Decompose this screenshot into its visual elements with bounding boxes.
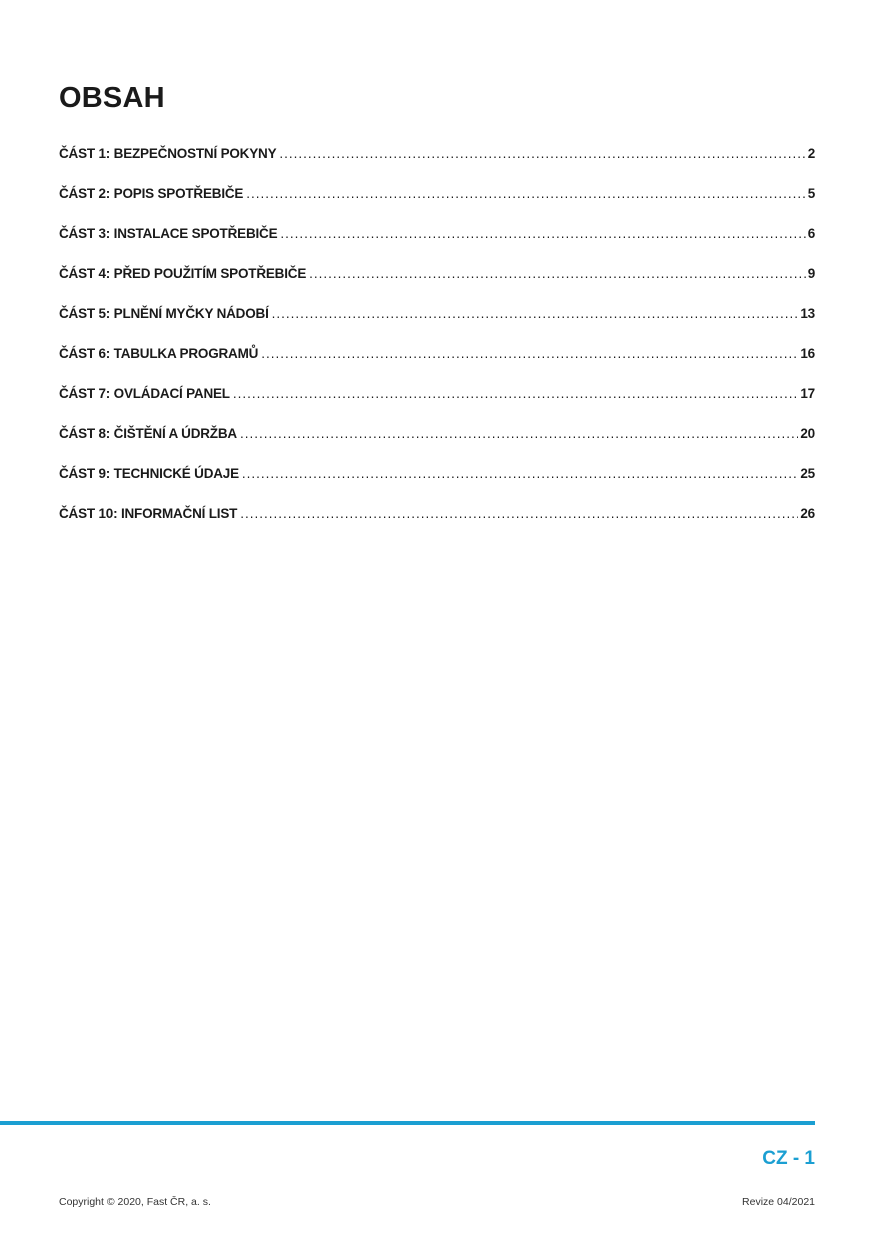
- toc-leader-dots: [242, 466, 798, 481]
- page-title: OBSAH: [59, 82, 165, 114]
- toc-entry-9[interactable]: [59, 466, 815, 506]
- toc-entry-label: ČÁST 9: TECHNICKÉ ÚDAJE: [59, 466, 239, 481]
- revision-label: Revize 04/2021: [742, 1196, 815, 1208]
- table-of-contents: [59, 146, 815, 546]
- toc-entry-10[interactable]: [59, 506, 815, 546]
- toc-entry-page: 25: [800, 466, 815, 481]
- toc-entry-5[interactable]: [59, 306, 815, 346]
- toc-leader-dots: [240, 506, 798, 521]
- toc-leader-dots: [280, 226, 805, 241]
- toc-leader-dots: [272, 306, 799, 321]
- toc-entry-7[interactable]: [59, 386, 815, 426]
- toc-entry-page: 20: [800, 426, 815, 441]
- toc-leader-dots: [261, 346, 798, 361]
- toc-entry-page: 16: [800, 346, 815, 361]
- toc-entry-4[interactable]: [59, 266, 815, 306]
- toc-entry-page: 5: [807, 186, 815, 201]
- toc-entry-label: ČÁST 4: PŘED POUŽITÍM SPOTŘEBIČE: [59, 266, 307, 281]
- toc-leader-dots: [279, 146, 805, 161]
- toc-entry-label: ČÁST 6: TABULKA PROGRAMŮ: [59, 346, 259, 361]
- toc-entry-6[interactable]: [59, 346, 815, 386]
- toc-entry-label: ČÁST 7: OVLÁDACÍ PANEL: [59, 386, 230, 401]
- toc-entry-label: ČÁST 10: INFORMAČNÍ LIST: [59, 506, 238, 521]
- toc-entry-page: 13: [800, 306, 815, 321]
- toc-entry-2[interactable]: [59, 186, 815, 226]
- toc-entry-label: ČÁST 5: PLNĚNÍ MYČKY NÁDOBÍ: [59, 306, 269, 321]
- toc-entry-label: ČÁST 1: BEZPEČNOSTNÍ POKYNY: [59, 146, 277, 161]
- toc-entry-label: ČÁST 8: ČIŠTĚNÍ A ÚDRŽBA: [59, 426, 237, 441]
- copyright-notice: Copyright © 2020, Fast ČR, a. s.: [59, 1196, 211, 1208]
- toc-entry-label: ČÁST 2: POPIS SPOTŘEBIČE: [59, 186, 244, 201]
- toc-entry-page: 17: [800, 386, 815, 401]
- toc-entry-page: 9: [807, 266, 815, 281]
- toc-leader-dots: [246, 186, 805, 201]
- footer-divider: [0, 1121, 815, 1125]
- toc-entry-page: 26: [800, 506, 815, 521]
- page-number: CZ - 1: [762, 1148, 815, 1169]
- toc-leader-dots: [233, 386, 799, 401]
- toc-leader-dots: [309, 266, 806, 281]
- toc-entry-label: ČÁST 3: INSTALACE SPOTŘEBIČE: [59, 226, 278, 241]
- toc-entry-page: 2: [807, 146, 815, 161]
- toc-entry-3[interactable]: [59, 226, 815, 266]
- toc-entry-8[interactable]: [59, 426, 815, 466]
- toc-entry-1[interactable]: [59, 146, 815, 186]
- toc-leader-dots: [240, 426, 798, 441]
- toc-entry-page: 6: [807, 226, 815, 241]
